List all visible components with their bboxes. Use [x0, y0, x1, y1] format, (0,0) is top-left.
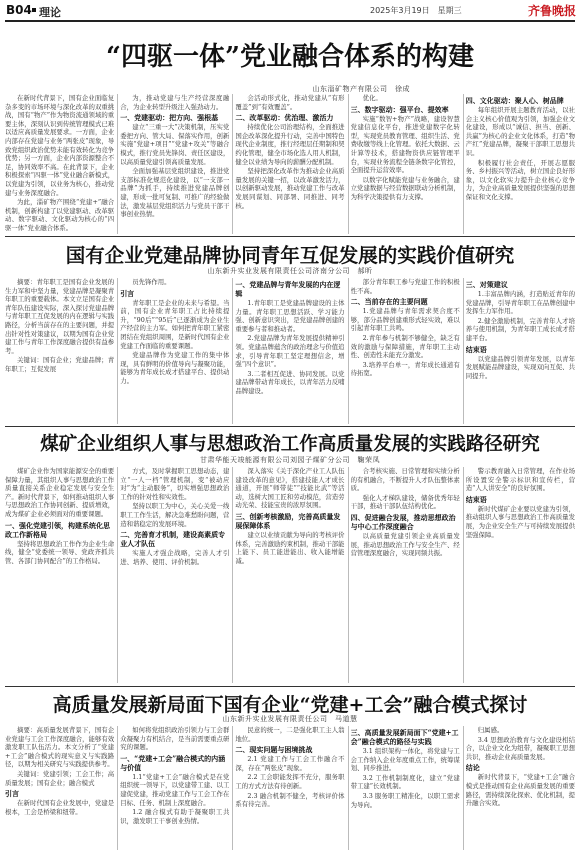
paragraph: 2.青年参与机制不够健全，缺乏有效的激励与保障措施，青年职工主动性、创造性未能充分激发。: [350, 333, 460, 360]
paragraph: 实施人才强企战略，完善人才引进、培养、使用、评价机制。: [120, 549, 230, 566]
paragraph: 警示教育融入日常管理，在作业场所设置安全警示标识和宣传栏，营造“人人讲安全”的良好氛围。: [465, 467, 575, 493]
paragraph: 优化。: [362, 94, 382, 102]
paragraph: 1.1“党建+工会”融合模式是在党组织统一领导下，以党建带工建、以工建促党建，推动党建工作与工会工作在目标、任务、机制上深度融合。: [120, 772, 230, 807]
paragraph: 以党建品牌引领青年发展，以青年发展赋能品牌建设，实现双向互促、共同提升。: [465, 354, 575, 380]
paragraph: 归属感。: [477, 726, 504, 734]
paragraph: 积极履行社会责任，开展志愿服务、乡村振兴等活动，树立国企良好形象，以文化软实力提升企业核心竞争力，为企业高质量发展提供坚强的思想保证和文化支撑。: [465, 158, 575, 201]
subheading: 一、党建驱动：把方向、强根基: [120, 113, 219, 123]
subheading: 一、强化党建引领，构建系统化思政工作新格局: [5, 520, 110, 539]
paragraph: 强化人才梯队建设，储备优秀年轻干部，推动干部队伍结构优化。: [350, 493, 460, 511]
article-column: [120, 278, 229, 424]
paragraph: 2.健全激励机制，完善青年人才培养与使用机制，为青年职工成长成才搭建平台。: [465, 316, 575, 342]
subheading: 三、对策建议: [465, 280, 508, 289]
article-column: [235, 94, 344, 234]
paragraph: 会活动形式化，推动党建从“有形覆盖”到“有效覆盖”。: [235, 94, 345, 111]
article-3-body: [5, 467, 575, 683]
article-column: [5, 278, 114, 424]
article-divider: [5, 686, 575, 687]
paragraph: 部分青年职工参与党建工作的积极性不高。: [350, 278, 460, 295]
article-column: [351, 467, 460, 683]
paragraph: 民意的统一，二是强化职工主人翁地位。: [235, 726, 345, 743]
article-4-title: 高质量发展新局面下国有企业“党建+工会”融合模式探讨: [52, 694, 528, 716]
paragraph: 1.青年职工是党建品牌建设的主体力量。青年职工思想活跃、学习能力强、创新意识突出，是党建品牌创建的重要参与者和推动者。: [235, 299, 345, 333]
paragraph: 2.2 工会职能发挥不充分，服务职工的方式方法有待创新。: [235, 773, 345, 790]
paragraph: 3.2 工作机制制度化，建立“党建带工建”长效机制。: [350, 773, 460, 791]
paragraph: 1.2 融合模式有助于凝聚职工共识，激发职工干事创业热情。: [120, 808, 230, 825]
article-column: [235, 278, 344, 424]
article-column: [5, 467, 114, 683]
subheading: 二、完善育才机制，建设高素质专业人才队伍: [120, 530, 226, 549]
subheading: 三、数字驱动：强平台、提效率: [350, 104, 449, 114]
paragraph: 3.4 思想政治教育与文化建设相结合，以企业文化为纽带，凝聚职工思想共识，推动企业高质量发展。: [465, 735, 575, 761]
column-rule: [117, 467, 118, 683]
article-column: [466, 726, 575, 850]
paragraph: 摘要：高质量发展背景下，国有企业党建与工会工作深度融合，能够有效激发职工队伍活力。本文分析了“党建+工会”融合模式的现实意义与实践路径，以期为相关研究与实践提供参考。: [5, 726, 115, 769]
paragraph: 如何将党组织政治引领力与工会群众凝聚力有机结合，是当前需要重点研究的课题。: [120, 726, 230, 752]
column-rule: [463, 94, 464, 234]
newspaper-logo: 齐鲁晚报: [528, 4, 577, 18]
paragraph: 1.党建品牌与青年需求契合度不够，部分品牌创建重形式轻实效，难以引起青年职工共鸣。: [350, 307, 460, 333]
article-1-title: “四驱一体”党业融合体系的构建: [106, 42, 474, 72]
article-2-title: 国有企业党建品牌协同青年互促发展的实践价值研究: [65, 244, 515, 267]
subheading: 一、党建品牌与青年发展的内在逻辑: [235, 280, 341, 298]
paragraph: 新时代煤矿企业要以党建为引领，推动组织人事与思想政治工作高质量发展，为企业安全生产与可持续发展提供坚强保障。: [465, 504, 575, 539]
article-1-body: [5, 94, 575, 234]
article-column: [466, 94, 575, 234]
column-rule: [232, 278, 233, 424]
paragraph: 实施“数智+物产”战略，建设智慧党建信息化平台，推进党建数字化转型，实现党员教育管理、组织生活、党费收缴等线上化管理。依托大数据、云计算等技术，搭建物资供应链管理平台，实现业务流程全链条数字化管控，全面提升运营效率。: [350, 114, 460, 175]
paragraph: 每年组织开展主题教育活动，以社会主义核心价值观为引领，加强企业文化建设，形成以“诚信、担当、创新、共赢”为核心的企业文化体系，打造“物产红”党建品牌，凝聚干部职工思想共识。: [465, 106, 575, 157]
article-divider: [5, 236, 575, 237]
paragraph: 在新时代国有企业发展中，党建是根本，工会是桥梁和纽带。: [5, 799, 115, 816]
subheading: 引言: [5, 789, 19, 799]
issue-date: 2025年3月19日 星期三: [370, 6, 462, 15]
subheading: 结束语: [465, 494, 487, 504]
subheading: 结论: [465, 763, 480, 773]
paragraph: 合考核实施、日常管理和实绩分析的有机融合，不断提升人才队伍整体素质。: [350, 467, 460, 493]
paragraph: 为此，淄矿物产围绕“党建+”融合机制，创新构建了以党建驱动、改革驱动、数字驱动、文化驱动为核心的“四驱一体”党业融合体系。: [5, 198, 115, 232]
paragraph: 员先锋作用。: [132, 278, 171, 286]
column-rule: [348, 94, 349, 234]
column-rule: [232, 726, 233, 850]
article-2-byline: 山东新升实业发展有限责任公司济南分公司 郝昕: [207, 267, 373, 275]
article-column: [5, 726, 114, 850]
paragraph: 3.1 组织架构一体化，将党建与工会工作纳入企业年度重点工作，统筹谋划、同步推进。: [350, 747, 460, 773]
paragraph: 以数字化赋能党建与业务融合，建立党建数据与经营数据联动分析机制，为科学决策提供有力支撑。: [350, 175, 460, 201]
paragraph: 党建品牌作为党建工作的集中体现，具有鲜明的价值导向与凝聚功能，能够为青年成长成才搭建平台、提供动力。: [120, 351, 230, 385]
column-rule: [348, 726, 349, 850]
column-rule: [232, 467, 233, 683]
article-column: [351, 94, 460, 234]
paragraph: 新时代背景下，“党建+工会”融合模式是推动国有企业高质量发展的重要路径，需持续深化探索、优化机制，提升融合实效。: [465, 773, 575, 808]
paragraph: 深入落实《关于深化产业工人队伍建设改革的意见》，搭建技能人才成长通道，开展“师带徒”“技能比武”等活动，选树大国工匠和劳动模范，营造劳动光荣、技能宝贵的浓厚氛围。: [235, 467, 345, 510]
article-column: [466, 467, 575, 683]
paragraph: 在新时代背景下，国有企业面临复杂多变的市场环境与深化改革的双重挑战，国有“物产”作为物资流通领域的重要主体，深刻认识到传统管理模式已难以适应高质量发展要求。一方面，企业内部存在党建与业务“两张皮”现象，导致党组织政治优势未能有效转化为竞争优势；另一方面，企业内部资源整合不足，协同效率不高。在此背景下，企业积极探索“四驱一体”党业融合新模式，以党建为引领，以业务为核心，推动党建与业务深度融合。: [5, 94, 115, 197]
paragraph: 持续优化公司治理结构，全面推进国企改革深化提升行动，完善中国特色现代企业制度，推行经理层任期制和契约化管理，健全市场化选人用人机制，健全以业绩为导向的薪酬分配机制。: [235, 123, 345, 166]
article-4-byline: 山东新升实业发展有限责任公司 马道慧: [222, 715, 358, 723]
article-column: [351, 726, 460, 850]
paragraph: 摘要：青年职工是国有企业发展的生力军和中坚力量，党建品牌是凝聚青年职工的重要载体。本文立足国有企业青年队伍建设实际，深入探讨党建品牌与青年职工互促发展的内在逻辑与实践路径，分析当前存在的主要问题，并提出针对性对策建议，以期为国有企业党建工作与青年工作深度融合提供有益参考。: [5, 278, 115, 355]
article-column: [466, 278, 575, 424]
section-name: 理论: [39, 6, 61, 19]
article-1-byline: 山东淄矿物产有限公司 徐成: [312, 85, 410, 93]
column-rule: [463, 467, 464, 683]
subheading: 三、高质量发展新局面下“党建+工会”融合模式的路径与实践: [350, 728, 459, 746]
article-4-body: [5, 726, 575, 850]
paragraph: 关键词：党建引领；工会工作；高质量发展；国有企业；融合模式: [5, 769, 115, 787]
article-3-byline: 甘肃华能天竣能源有限公司刘园子煤矿分公司 鞠荣凤: [200, 456, 380, 464]
subheading: 四、文化驱动：聚人心、树品牌: [465, 96, 564, 105]
column-rule: [117, 278, 118, 424]
paragraph: 2.党建品牌为青年发展提供精神引领。党建品牌蕴含的政治理念与价值追求，引导青年职工坚定理想信念，增强“四个意识”。: [235, 334, 345, 369]
paragraph: 3.二者相互促进、协同发展。以党建品牌带动青年成长，以青年活力反哺品牌建设。: [235, 369, 345, 395]
article-column: [235, 467, 344, 683]
subheading: 三、创新考核激励，完善高质量发展保障体系: [235, 511, 341, 530]
paragraph: 3.培养平台单一，青年成长通道有待拓宽。: [350, 360, 460, 378]
column-rule: [463, 278, 464, 424]
page-number: B04: [6, 3, 32, 17]
paragraph: 2.3 融合机制不健全，考核评价体系有待完善。: [235, 791, 345, 809]
article-divider: [5, 426, 575, 427]
column-rule: [348, 467, 349, 683]
article-column: [351, 278, 460, 424]
paragraph: 1.丰富品牌内涵，打造贴近青年的党建品牌，引导青年职工在品牌创建中发挥生力军作用。: [465, 290, 575, 316]
subheading: 引言: [120, 288, 135, 298]
masthead: [0, 0, 580, 20]
article-column: [120, 726, 229, 850]
column-rule: [463, 726, 464, 850]
paragraph: 坚持把深化改革作为推动企业高质量发展的关键一招，以改革激发活力，以创新驱动发展，推动党建工作与改革发展同谋划、同部署、同推进、同考核。: [235, 167, 345, 210]
paragraph: 3.3 服务职工精准化，以职工需求为导向。: [350, 791, 460, 809]
article-column: [235, 726, 344, 850]
paragraph: 为，推动党建与生产经营深度融合，为企业转型升级注入强劲动力。: [120, 94, 230, 111]
subheading: 四、促进融合发展，推动思想政治与中心工作深度融合: [350, 512, 456, 531]
article-column: [120, 467, 229, 683]
section-marker: [32, 8, 36, 12]
paragraph: 全面加强基层党组织建设，推进党支部标准化规范化建设，以“一支部一品牌”为抓手，持续推进党建品牌创建，形成一批可复制、可推广的经验做法，激发基层党组织活力与党员干部干事创业热情。: [120, 167, 230, 219]
paragraph: 建立以业绩贡献为导向的考核评价体系，完善激励约束机制，推动干部能上能下、员工能进能出、收入能增能减。: [235, 530, 345, 565]
subheading: 一、“党建+工会”融合模式的内涵与价值: [120, 753, 226, 772]
paragraph: 坚持以职工为中心，关心关爱一线职工工作生活，解决急难愁盼问题，营造和谐稳定的发展环境。: [120, 502, 230, 528]
subheading: 结束语: [465, 344, 487, 354]
column-rule: [117, 94, 118, 234]
article-3-title: 煤矿企业组织人事与思想政治工作高质量发展的实践路径研究: [40, 434, 540, 455]
paragraph: 煤矿企业作为国家能源安全的重要保障力量，其组织人事与思想政治工作质量直接关系企业稳定发展与安全生产。新时代背景下，如何推动组织人事与思想政治工作协同创新、提质增效，成为煤矿企业必须面对的重要课题。: [5, 467, 115, 518]
subheading: 二、改革驱动：优治理、激活力: [235, 113, 334, 123]
article-column: [120, 94, 229, 234]
subheading: 二、现实问题与困境挑战: [235, 745, 313, 755]
subheading: 二、当前存在的主要问题: [350, 297, 428, 307]
column-rule: [232, 94, 233, 234]
column-rule: [348, 278, 349, 424]
article-2-body: [5, 278, 575, 424]
paragraph: 坚持将思想政治工作作为企业生命线，健全“党委统一领导、党政齐抓共管、各部门协同配合”的工作格局。: [5, 539, 115, 565]
masthead-rule: [5, 20, 575, 22]
article-column: [5, 94, 114, 234]
paragraph: 方式，及时掌握职工思想动态，建立“一人一档”管理机制，变“被动应对”为“主动服务”，切实增强思想政治工作的针对性和实效性。: [120, 467, 230, 501]
paragraph: 建立“三重一大”决策机制，压实党委把方向、管大局、保落实作用，创新实施“党建+项目”“党建+攻关”等融合模式，推行党员先锋岗、责任区建设，以高质量党建引领高质量发展。: [120, 123, 230, 166]
paragraph: 青年职工是企业的未来与希望。当前，国有企业青年职工占比持续提升，“90后”“95后”已逐渐成为企业生产经营的主力军。如何把青年职工紧密团结在党组织周围，是新时代国有企业党建工作面临的重要课题。: [120, 298, 230, 350]
paragraph: 以高质量党建引领企业高质量发展，推动思想政治工作与安全生产、经营管理深度融合，实现同频共振。: [350, 531, 460, 558]
column-rule: [117, 726, 118, 850]
paragraph: 关键词：国有企业；党建品牌；青年职工；互促发展: [5, 356, 115, 373]
paragraph: 2.1 党建工作与工会工作融合不深，存在“两张皮”现象。: [235, 755, 345, 772]
